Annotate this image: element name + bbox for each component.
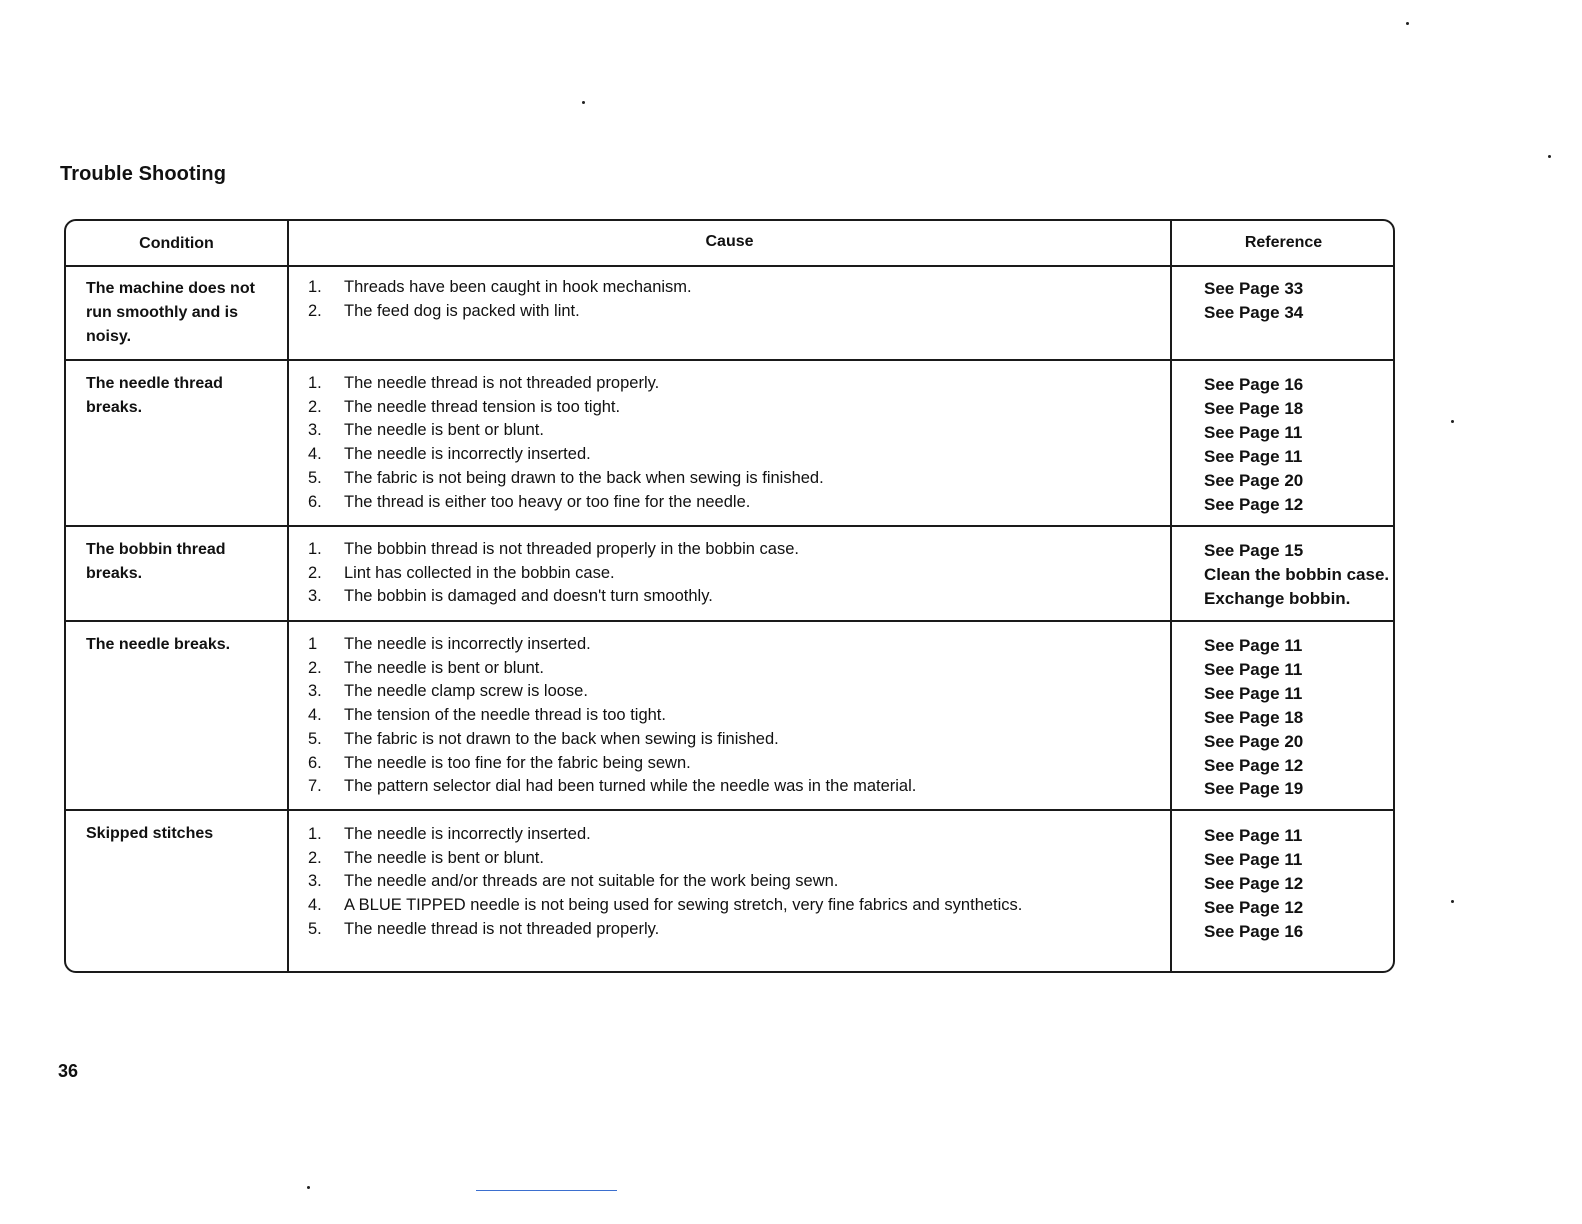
reference-item: See Page 12: [1204, 494, 1304, 514]
cause-item: 3. The bobbin is damaged and doesn't turn smoothly.: [308, 587, 713, 606]
page-title: Trouble Shooting: [60, 163, 227, 185]
reference-item: See Page 11: [1204, 659, 1303, 679]
cause-item: 2. The feed dog is packed with lint.: [308, 301, 580, 320]
cause-item: 1. The needle is incorrectly inserted.: [308, 825, 591, 843]
header-condition: Condition: [139, 235, 214, 252]
cause-list: [308, 538, 799, 609]
reference-item: See Page 12: [1204, 755, 1304, 775]
reference-item: See Page 16: [1204, 921, 1304, 941]
cause-list: [308, 372, 824, 514]
scan-speck: [307, 1186, 310, 1189]
scan-speck: [582, 101, 585, 104]
reference-list: [1204, 539, 1389, 611]
reference-list: [1204, 277, 1303, 325]
reference-item: See Page 11: [1204, 683, 1303, 703]
reference-item: See Page 33: [1204, 279, 1304, 298]
reference-item: See Page 20: [1204, 470, 1304, 490]
cause-item: 4. The needle is incorrectly inserted.: [308, 445, 591, 464]
reference-item: See Page 12: [1204, 873, 1304, 893]
condition-cell: Skipped stitches: [86, 825, 214, 842]
header-reference: Reference: [1244, 234, 1323, 251]
cause-item: 1. The bobbin thread is not threaded properly in the bobbin case.: [308, 540, 799, 558]
reference-item: See Page 18: [1204, 707, 1304, 727]
cause-item: 3. The needle clamp screw is loose.: [308, 682, 588, 701]
cause-item: 4. The tension of the needle thread is too tight.: [308, 706, 666, 725]
reference-item: See Page 11: [1204, 636, 1303, 655]
reference-item: See Page 12: [1204, 897, 1304, 917]
reference-item: See Page 11: [1204, 422, 1303, 442]
cause-item: 2. The needle is bent or blunt.: [308, 848, 544, 867]
scan-speck: [1451, 420, 1454, 423]
cause-item: 2. The needle is bent or blunt.: [308, 658, 544, 677]
header-row: [66, 221, 1393, 267]
reference-item: Exchange bobbin.: [1204, 588, 1351, 608]
cause-item: 1 The needle is incorrectly inserted.: [308, 635, 591, 653]
cause-item: 4. A BLUE TIPPED needle is not being used for sewing stretch, very fine fabrics and synthetics.: [308, 896, 1023, 915]
condition-cell: The needle breaks.: [86, 636, 231, 653]
table-row: [66, 622, 1393, 811]
reference-item: See Page 11: [1204, 826, 1303, 845]
cause-item: 2. Lint has collected in the bobbin case.: [308, 563, 615, 582]
reference-list: [1204, 634, 1303, 801]
reference-item: See Page 34: [1204, 302, 1304, 322]
scan-speck: [1451, 900, 1454, 903]
cause-item: 5. The fabric is not drawn to the back when sewing is finished.: [308, 729, 779, 748]
condition-cell: The machine does not run smoothly and is noisy.: [86, 280, 255, 345]
condition-cell: The needle thread breaks.: [86, 375, 223, 416]
cause-item: 1. The needle thread is not threaded properly.: [308, 374, 660, 392]
cause-item: 6. The needle is too fine for the fabric being sewn.: [308, 753, 691, 772]
reference-list: [1204, 373, 1303, 516]
reference-item: Clean the bobbin case.: [1204, 564, 1390, 584]
cause-item: 7. The pattern selector dial had been turned while the needle was in the material.: [308, 777, 917, 796]
header-cause: Cause: [705, 233, 754, 250]
reference-item: See Page 11: [1204, 446, 1303, 466]
cause-item: 3. The needle is bent or blunt.: [308, 421, 544, 440]
table-row: [66, 811, 1393, 973]
cause-item: 5. The fabric is not being drawn to the back when sewing is finished.: [308, 468, 824, 487]
page-number: 36: [58, 1061, 79, 1081]
table-row: [66, 267, 1393, 361]
scan-speck: [1548, 155, 1551, 158]
reference-item: See Page 19: [1204, 779, 1304, 799]
cause-list: [308, 276, 692, 323]
condition-cell: The bobbin thread breaks.: [86, 541, 226, 582]
cause-item: 6. The thread is either too heavy or too fine for the needle.: [308, 492, 751, 511]
reference-item: See Page 11: [1204, 849, 1303, 869]
reference-list: [1204, 824, 1303, 944]
reference-item: See Page 15: [1204, 541, 1304, 560]
reference-item: See Page 18: [1204, 398, 1304, 418]
reference-item: See Page 20: [1204, 731, 1304, 751]
cause-item: 1. Threads have been caught in hook mechanism.: [308, 278, 692, 296]
footer-rule: [476, 1190, 617, 1191]
cause-item: 2. The needle thread tension is too tight.: [308, 397, 621, 416]
table-row: [66, 361, 1393, 527]
trouble-shooting-table: [64, 219, 1395, 973]
scan-speck: [1406, 22, 1409, 25]
cause-item: 5. The needle thread is not threaded properly.: [308, 919, 660, 938]
cause-list: [308, 823, 1022, 942]
reference-item: See Page 16: [1204, 375, 1304, 394]
cause-list: [308, 633, 916, 799]
table-row: [66, 527, 1393, 622]
cause-item: 3. The needle and/or threads are not suitable for the work being sewn.: [308, 872, 839, 891]
